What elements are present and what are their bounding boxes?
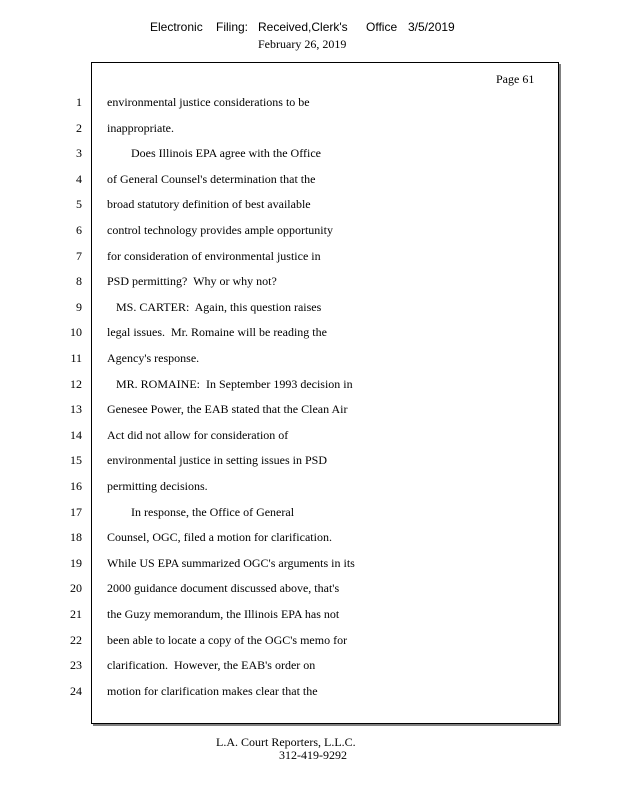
transcript-line: the Guzy memorandum, the Illinois EPA has not: [107, 607, 340, 621]
line-number: 4: [76, 172, 82, 186]
filing-label: Filing:: [216, 20, 249, 34]
transcript-line: Counsel, OGC, filed a motion for clarification.: [107, 530, 332, 544]
transcript-line: While US EPA summarized OGC's arguments in its: [107, 556, 355, 570]
transcript-line: been able to locate a copy of the OGC's memo for: [107, 633, 348, 647]
transcript-line: motion for clarification makes clear that the: [107, 684, 318, 698]
page-number: Page 61: [496, 72, 535, 86]
line-number: 8: [76, 274, 82, 288]
line-number: 23: [70, 658, 82, 672]
filing-date-stamp: 3/5/2019: [408, 20, 455, 34]
line-number: 15: [70, 453, 82, 467]
transcript-page: [91, 62, 559, 724]
line-number: 2: [76, 121, 82, 135]
line-number: 12: [70, 377, 82, 391]
transcript-line: of General Counsel's determination that the: [107, 172, 316, 186]
filing-electronic: Electronic: [150, 20, 203, 34]
transcript-line: permitting decisions.: [107, 479, 208, 493]
transcript-line: Act did not allow for consideration of: [107, 428, 289, 442]
transcript-line: control technology provides ample opportunity: [107, 223, 333, 237]
line-number: 3: [76, 146, 82, 160]
line-number: 1: [76, 95, 82, 109]
court-reporter-phone: 312-419-9292: [279, 748, 347, 762]
line-number: 18: [70, 530, 82, 544]
line-number: 11: [70, 351, 82, 365]
transcript-line: legal issues. Mr. Romaine will be reading the: [107, 325, 327, 339]
line-number: 9: [76, 300, 82, 314]
line-number: 16: [70, 479, 82, 493]
line-number: 13: [70, 402, 82, 416]
transcript-line: MS. CARTER: Again, this question raises: [107, 300, 322, 314]
line-number: 17: [70, 505, 82, 519]
line-number: 21: [70, 607, 82, 621]
transcript-date: February 26, 2019: [258, 37, 347, 51]
transcript-line: Does Illinois EPA agree with the Office: [107, 146, 321, 160]
line-number: 6: [76, 223, 82, 237]
transcript-line: for consideration of environmental justice in: [107, 249, 321, 263]
transcript-line: Agency's response.: [107, 351, 200, 365]
transcript-line: environmental justice considerations to be: [107, 95, 310, 109]
transcript-line: broad statutory definition of best available: [107, 197, 311, 211]
transcript-line: inappropriate.: [107, 121, 174, 135]
transcript-line: clarification. However, the EAB's order on: [107, 658, 316, 672]
transcript-line: PSD permitting? Why or why not?: [107, 274, 277, 288]
line-number: 19: [70, 556, 82, 570]
line-number: 7: [76, 249, 82, 263]
line-number: 14: [70, 428, 82, 442]
transcript-line: 2000 guidance document discussed above, that's: [107, 581, 340, 595]
filing-office: Office: [366, 20, 398, 34]
line-number: 5: [76, 197, 82, 211]
transcript-line: Genesee Power, the EAB stated that the Clean Air: [107, 402, 348, 416]
filing-received-clerk: Received,Clerk's: [258, 20, 348, 34]
transcript-line: MR. ROMAINE: In September 1993 decision in: [107, 377, 353, 391]
court-reporter-name: L.A. Court Reporters, L.L.C.: [216, 735, 356, 749]
transcript-line: environmental justice in setting issues in PSD: [107, 453, 327, 467]
line-number: 10: [70, 325, 82, 339]
line-number: 24: [70, 684, 82, 698]
line-number: 20: [70, 581, 82, 595]
line-number: 22: [70, 633, 82, 647]
transcript-line: In response, the Office of General: [107, 505, 295, 519]
